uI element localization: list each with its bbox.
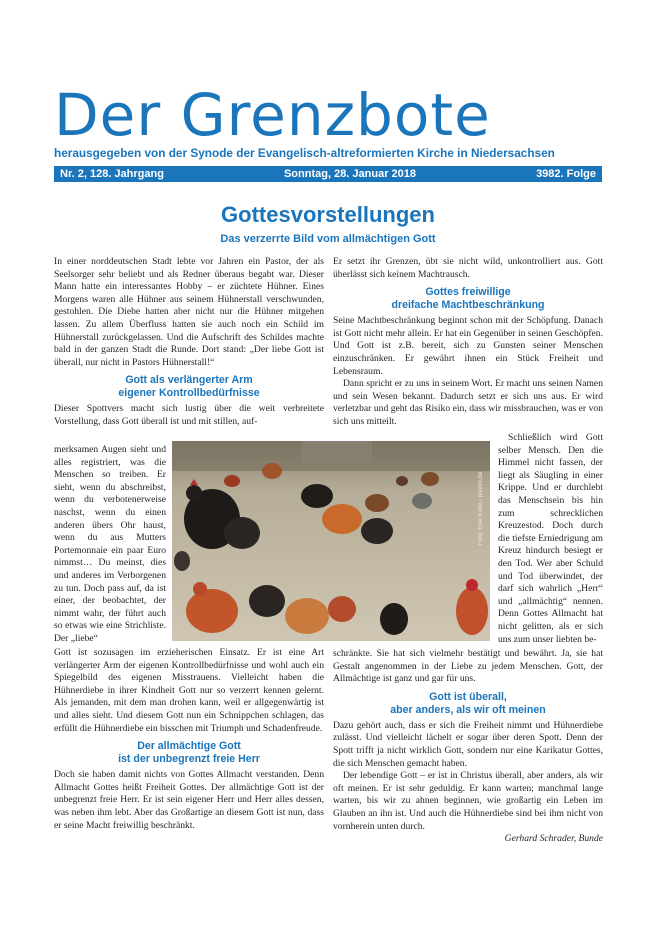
chickens-photo: [172, 441, 490, 641]
paragraph-wort: Dann spricht er zu uns in seinem Wort. Er macht uns seinen Namen und sein Wesen bekannt. Dadurch setzt er sich uns aus. Er wird verletzbar und geht das Risiko ein, dass wir missbrauchen, was er von sich uns mitteilt.: [333, 378, 603, 427]
paragraph-grenzen: Er setzt ihr Grenzen, übt sie nicht wild, unkontrolliert aus. Gott überlässt sich keinem Machtrausch.: [333, 256, 603, 280]
article-subtitle: Das verzerrte Bild vom allmächtigen Gott: [220, 233, 436, 245]
paragraph-allmacht: Doch sie haben damit nichts von Gottes Allmacht verstanden. Denn Allmacht Gottes heißt Freiheit Gottes. Der allmächtige Gott ist der unbegrenzt freie Herr. Er ist sein eigener Herr und Herr alles dessen, was neben ihm lebt. Aber das Großartige an diesem Gott ist nun, dass er seine Macht freiwillig beschränkt.: [54, 769, 324, 831]
section-heading: Gott als verlängerter Arm eigener Kontrollbedürfnisse: [118, 374, 260, 400]
section-heading: Gottes freiwillige dreifache Machtbeschränkung: [391, 286, 545, 312]
author-signature: Gerhard Schrader, Bunde: [504, 833, 603, 845]
column-right-top: [333, 256, 603, 429]
column-left-top: [54, 256, 324, 429]
paragraph-mensch: Schließlich wird Gott selber Mensch. Den die Himmel nicht fassen, der liegt als Säugling in einer Krippe. Und er durchlebt das Menschsein bis hin zum schrecklichen Kreuzestod. Doch durch die tiefste Erniedrigung am Kreuz hindurch besiegt er den Tod. Wer aber Schuld und Tod überwindet, der darf sich wahrlich „Herr“ und „allmächtig“ nennen. Denn Gottes Allmacht hat nicht gelitten, als er sich uns zum unser liebten be-: [498, 432, 603, 645]
chickens-illustration: [172, 441, 490, 641]
column-right-narrow: [498, 432, 603, 646]
paragraph-spottvers: Dieser Spottvers macht sich lustig über die weit verbreitete Vorstellung, dass Gott überall ist und mit stillen, auf-: [54, 403, 324, 427]
paragraph-schoepfung: Seine Machtbeschränkung beginnt schon mit der Schöpfung. Danach ist Gott nicht mehr allein. Er hat ein Gegenüber in seinen Geschöpfen. Und Gott ist z.B. bereit, sich zu Gunsten seiner Menschen einzuschränken. Er gewährt ihnen ein Stück Freiheit und Lebensraum.: [333, 315, 603, 377]
issue-date: Sonntag, 28. Januar 2018: [283, 168, 417, 180]
issue-sequence: 3982. Folge: [536, 168, 596, 180]
section-heading: Der allmächtige Gott ist der unbegrenzt freie Herr: [118, 740, 260, 766]
paragraph-lebendiger-gott: Der lebendige Gott – er ist in Christus überall, aber anders, als wir oft meinen. Er ist sehr geduldig. Er kann warten; manchmal lange warten, bis wir zu ahnen beginnen, wie großartig ein Leben im Glauben an ihn ist. Und auch die Hühnerdiebe sind bei ihm nicht von vornherein unten durch.: [333, 770, 603, 832]
paragraph-intro: In einer norddeutschen Stadt lebte vor Jahren ein Pastor, der als Seelsorger sehr beliebt und als Redner überaus begabt war. Dieser Mann hatte ein interessantes Hobby – er züchtete Hühner. Eines Morgens waren alle Hühner aus seinem Hühnerstall verschwunden, gestohlen. Die Diebe hatten aber nicht nur die Hühner mitgehen lassen. Zu allem Überfluss hatten sie auch noch ein Schild im Hühnerstall zurückgelassen. Und die Aufschrift des Schildes machte bald in der ganzen Stadt die Runde. Dort stand: „Der liebe Gott ist überall, nur nicht in Pastors Hühnerstall!“: [54, 256, 324, 368]
article-title: Gottesvorstellungen: [221, 202, 435, 227]
paragraph-huehnerdiebe: Dazu gehört auch, dass er sich die Freiheit nimmt und Hühnerdiebe zulässt. Und vielleicht lächelt er sogar über deren Spott. Denn der Spott trifft ja nicht wirklich Gott, sondern nur eine Karikatur Gottes, die sich Menschen gemacht haben.: [333, 719, 603, 769]
issue-bar: [54, 166, 602, 182]
column-left-narrow: [54, 444, 166, 646]
issue-number: Nr. 2, 128. Jahrgang: [60, 168, 164, 180]
column-right-bottom: [333, 648, 603, 846]
paragraph-erzieherisch: Gott ist sozusagen im erzieherischen Einsatz. Er ist eine Art verlängerter Arm der eigenen Kontrollbedürfnisse und wohl auch ein Spiegelbild des eigenen Misstrauens. Vielleicht haben die Hühnerdiebe in ihrer Kindheit Gott nur so verzerrt kennen gelernt. Als jemanden, mit dem man drohen kann, weil er allgegenwärtig ist und alles sieht. Und diesem Gott nun ein Schnippchen schlagen, das erfüllt die Hühnerdiebe ein bisschen mit Triumph und Schadenfreude.: [54, 647, 324, 734]
paragraph-bestaetigt: schränkte. Sie hat sich vielmehr bestätigt und bewährt. Ja, sie hat Gestalt angenommen in der Liebe zu jedem Menschen. Gott, der Allmächtige ist ganz und gar für uns.: [333, 648, 603, 685]
publisher-line: herausgegeben von der Synode der Evangelisch-altreformierten Kirche in Niedersachsen: [54, 146, 555, 160]
photo-credit: Foto: Elke Kuhn / pixelio.de: [478, 471, 484, 545]
masthead-title: Der Grenzbote: [54, 81, 491, 149]
column-left-bottom: [54, 647, 324, 832]
paragraph-spottvers-cont: merksamen Augen sieht und alles registriert, was die Menschen so treiben. Er sieht, wenn du abschreibst, wenn du verbotenerweise naschst, wenn du einen anderen übers Ohr haust, wenn du aus Mutters Portemonnaie ein paar Euro nimmst… Du meinst, dies und anderes im Verborgenen zu tun. Doch pass auf, da ist einer, der beobachtet, der nimmt wahr, der führt auch so etwas wie eine Strichliste. Der „liebe“: [54, 444, 166, 644]
section-heading: Gott ist überall, aber anders, als wir oft meinen: [390, 690, 546, 716]
